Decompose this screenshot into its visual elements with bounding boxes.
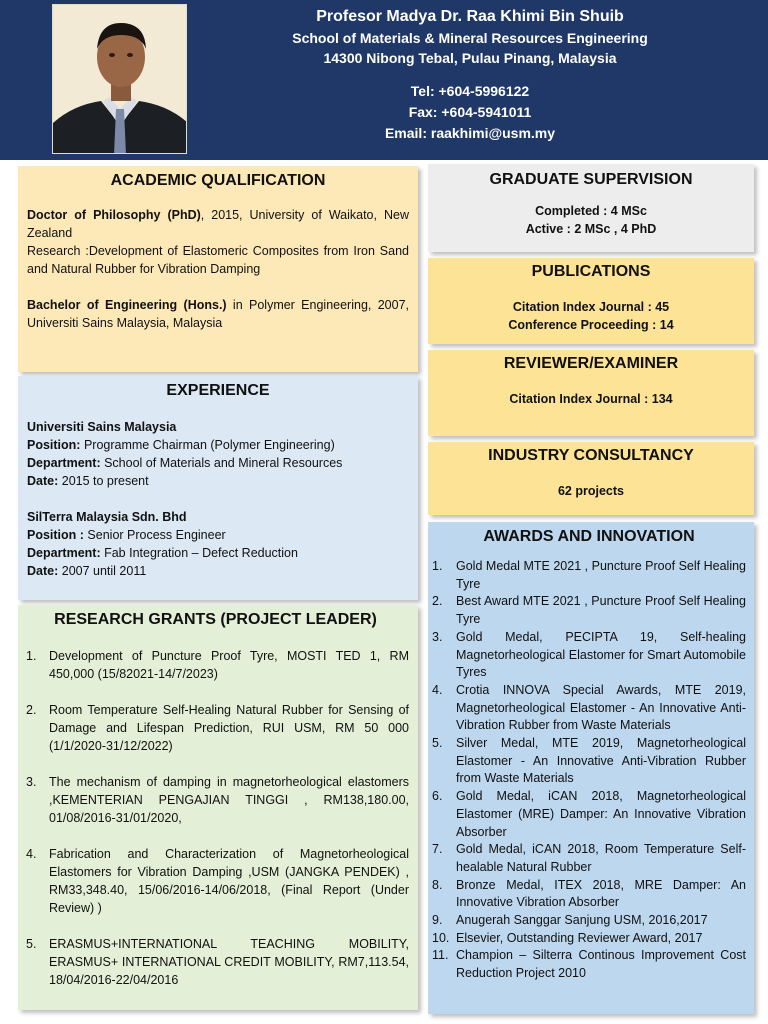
- department-value: School of Materials and Mineral Resources: [100, 456, 343, 470]
- awards-list: [432, 558, 746, 983]
- job-entry: [27, 508, 409, 580]
- list-item: [432, 593, 746, 628]
- item-text: Room Temperature Self-Healing Natural Rubber for Sensing of Damage and Lifespan Prediction, RUI USM, RM 50 000 (1/1/2020-31/12/2022): [49, 703, 409, 753]
- item-text: Crotia INNOVA Special Awards, MTE 2019, Magnetorheological Elastomer - An Innovative Anti-Vibration Rubber from Waste Materials: [456, 682, 746, 733]
- date-value: 2007 until 2011: [58, 564, 147, 578]
- academic-title: ACADEMIC QUALIFICATION: [110, 172, 326, 189]
- item-number: 8.: [432, 877, 443, 892]
- list-item: [22, 701, 409, 755]
- academic-qualification-panel: [18, 166, 418, 372]
- industry-consultancy-panel: [428, 442, 754, 515]
- item-number: 3.: [432, 629, 443, 644]
- fax-number: Fax: +604-5941011: [408, 104, 532, 120]
- portrait-image: [53, 5, 187, 154]
- phd-entry: [27, 206, 409, 242]
- item-number: 3.: [26, 775, 37, 789]
- item-text: Gold Medal, iCAN 2018, Room Temperature Self-healable Natural Rubber: [456, 842, 746, 874]
- list-item: [22, 845, 409, 917]
- job-organization: Universiti Sains Malaysia: [27, 420, 177, 434]
- reviewer-title: REVIEWER/EXAMINER: [503, 355, 679, 372]
- profile-photo: [52, 4, 187, 154]
- item-number: 4.: [26, 847, 37, 861]
- list-item: [432, 947, 746, 982]
- publications-journal: Citation Index Journal : 45: [512, 300, 670, 314]
- item-text: Champion – Silterra Continous Improvement Cost Reduction Project 2010: [456, 948, 746, 981]
- item-number: 6.: [432, 789, 443, 804]
- phone-number: Tel: +604-5996122: [410, 83, 530, 99]
- position-value: Senior Process Engineer: [83, 528, 226, 542]
- list-item: [432, 930, 746, 948]
- position-label: Position :: [27, 528, 84, 542]
- profile-name: Profesor Madya Dr. Raa Khimi Bin Shuib: [316, 8, 624, 25]
- address: 14300 Nibong Tebal, Pulau Pinang, Malaysia: [323, 50, 617, 66]
- item-number: 1.: [432, 559, 443, 573]
- list-item: [432, 912, 746, 930]
- phd-research: Research :Development of Elastomeric Composites from Iron Sand and Natural Rubber for Vibration Damping: [27, 244, 409, 276]
- item-number: 11.: [432, 948, 449, 963]
- date-label: Date:: [27, 474, 59, 488]
- item-number: 5.: [26, 937, 37, 951]
- item-text: Silver Medal, MTE 2019, Magnetorheological Elastomer - An Innovative Anti-Vibration Rubber from Waste Materials: [456, 736, 746, 786]
- supervision-title: GRADUATE SUPERVISION: [489, 171, 693, 188]
- reviewer-examiner-panel: [428, 350, 754, 436]
- consultancy-title: INDUSTRY CONSULTANCY: [488, 447, 694, 464]
- item-text: Gold Medal, PECIPTA 19, Self-healing Magnetorheological Elastomer for Smart Automobile Tyres: [456, 629, 746, 680]
- item-text: The mechanism of damping in magnetorheological elastomers ,KEMENTERIAN PENGAJIAN TINGGI , RM138,180.00, 01/08/2016-31/01/2020,: [49, 775, 409, 825]
- position-label: Position:: [27, 438, 81, 452]
- item-text: Best Award MTE 2021 , Puncture Proof Self Healing Tyre: [456, 594, 746, 627]
- department-label: Department:: [27, 456, 101, 470]
- experience-title: EXPERIENCE: [166, 382, 270, 399]
- bachelor-details: in Polymer Engineering, 2007, Universiti Sains Malaysia, Malaysia: [27, 298, 409, 330]
- item-number: 2.: [26, 703, 37, 717]
- item-text: Elsevier, Outstanding Reviewer Award, 2017: [456, 930, 703, 945]
- item-number: 1.: [26, 649, 37, 663]
- email-address[interactable]: Email: raakhimi@usm.my: [384, 125, 556, 141]
- list-item: [432, 735, 746, 788]
- list-item: [432, 682, 746, 735]
- item-text: Fabrication and Characterization of Magnetorheological Elastomers for Vibration Damping ,USM (JANGKA PENDEK) , RM33,348.40, 15/06/2016-14/06/2018, (Final Report (Under Review) ): [49, 847, 409, 915]
- item-text: Anugerah Sanggar Sanjung USM, 2016,2017: [456, 913, 708, 928]
- item-text: Bronze Medal, ITEX 2018, MRE Damper: An Innovative Vibration Absorber: [456, 877, 746, 910]
- date-label: Date:: [27, 564, 59, 578]
- list-item: [432, 788, 746, 841]
- item-number: 5.: [432, 736, 443, 751]
- item-text: ERASMUS+INTERNATIONAL TEACHING MOBILITY, ERASMUS+ INTERNATIONAL CREDIT MOBILITY, RM7,113.54, 18/04/2016-22/04/2016: [49, 937, 409, 987]
- research-grants-panel: [18, 605, 418, 1010]
- supervision-completed: Completed : 4 MSc: [535, 204, 647, 218]
- consultancy-projects: 62 projects: [557, 484, 624, 498]
- list-item: [22, 773, 409, 827]
- item-number: 7.: [432, 842, 443, 857]
- item-number: 9.: [432, 913, 443, 928]
- experience-panel: [18, 376, 418, 600]
- list-item: [432, 841, 746, 876]
- list-item: [432, 877, 746, 912]
- item-number: 2.: [432, 594, 443, 609]
- list-item: [22, 935, 409, 989]
- header-banner: [0, 0, 768, 160]
- item-text: Gold Medal, iCAN 2018, Magnetorheological Elastomer (MRE) Damper: An Innovative Vibration Absorber: [456, 789, 746, 839]
- header-contact-block: [250, 6, 690, 144]
- department-value: Fab Integration – Defect Reduction: [100, 546, 298, 560]
- publications-title: PUBLICATIONS: [531, 263, 651, 280]
- list-item: [432, 558, 746, 593]
- awards-title: AWARDS AND INNOVATION: [483, 528, 695, 545]
- supervision-active: Active : 2 MSc , 4 PhD: [525, 222, 657, 236]
- position-value: Programme Chairman (Polymer Engineering): [80, 438, 335, 452]
- item-number: 4.: [432, 682, 443, 697]
- bachelor-entry: [27, 296, 409, 332]
- awards-innovation-panel: [428, 522, 754, 1014]
- phd-details: , 2015, University of Waikato, New Zealand: [27, 208, 409, 240]
- bachelor-degree: Bachelor of Engineering (Hons.): [27, 298, 227, 312]
- job-organization: SilTerra Malaysia Sdn. Bhd: [27, 510, 187, 524]
- grants-list: [22, 647, 409, 989]
- item-text: Development of Puncture Proof Tyre, MOSTI TED 1, RM 450,000 (15/82021-14/7/2023): [49, 649, 409, 681]
- publications-conference: Conference Proceeding : 14: [508, 318, 674, 332]
- list-item: [432, 629, 746, 682]
- publications-panel: [428, 258, 754, 344]
- job-entry: [27, 418, 409, 490]
- item-number: 10.: [432, 930, 450, 945]
- school-name: School of Materials & Mineral Resources Engineering: [292, 30, 648, 46]
- graduate-supervision-panel: [428, 164, 754, 252]
- item-text: Gold Medal MTE 2021 , Puncture Proof Self Healing Tyre: [456, 559, 746, 591]
- date-value: 2015 to present: [58, 474, 149, 488]
- grants-title: RESEARCH GRANTS (PROJECT LEADER): [54, 611, 377, 628]
- department-label: Department:: [27, 546, 101, 560]
- list-item: [22, 647, 409, 683]
- phd-degree: Doctor of Philosophy (PhD): [27, 208, 201, 222]
- reviewer-journal: Citation Index Journal : 134: [509, 392, 673, 406]
